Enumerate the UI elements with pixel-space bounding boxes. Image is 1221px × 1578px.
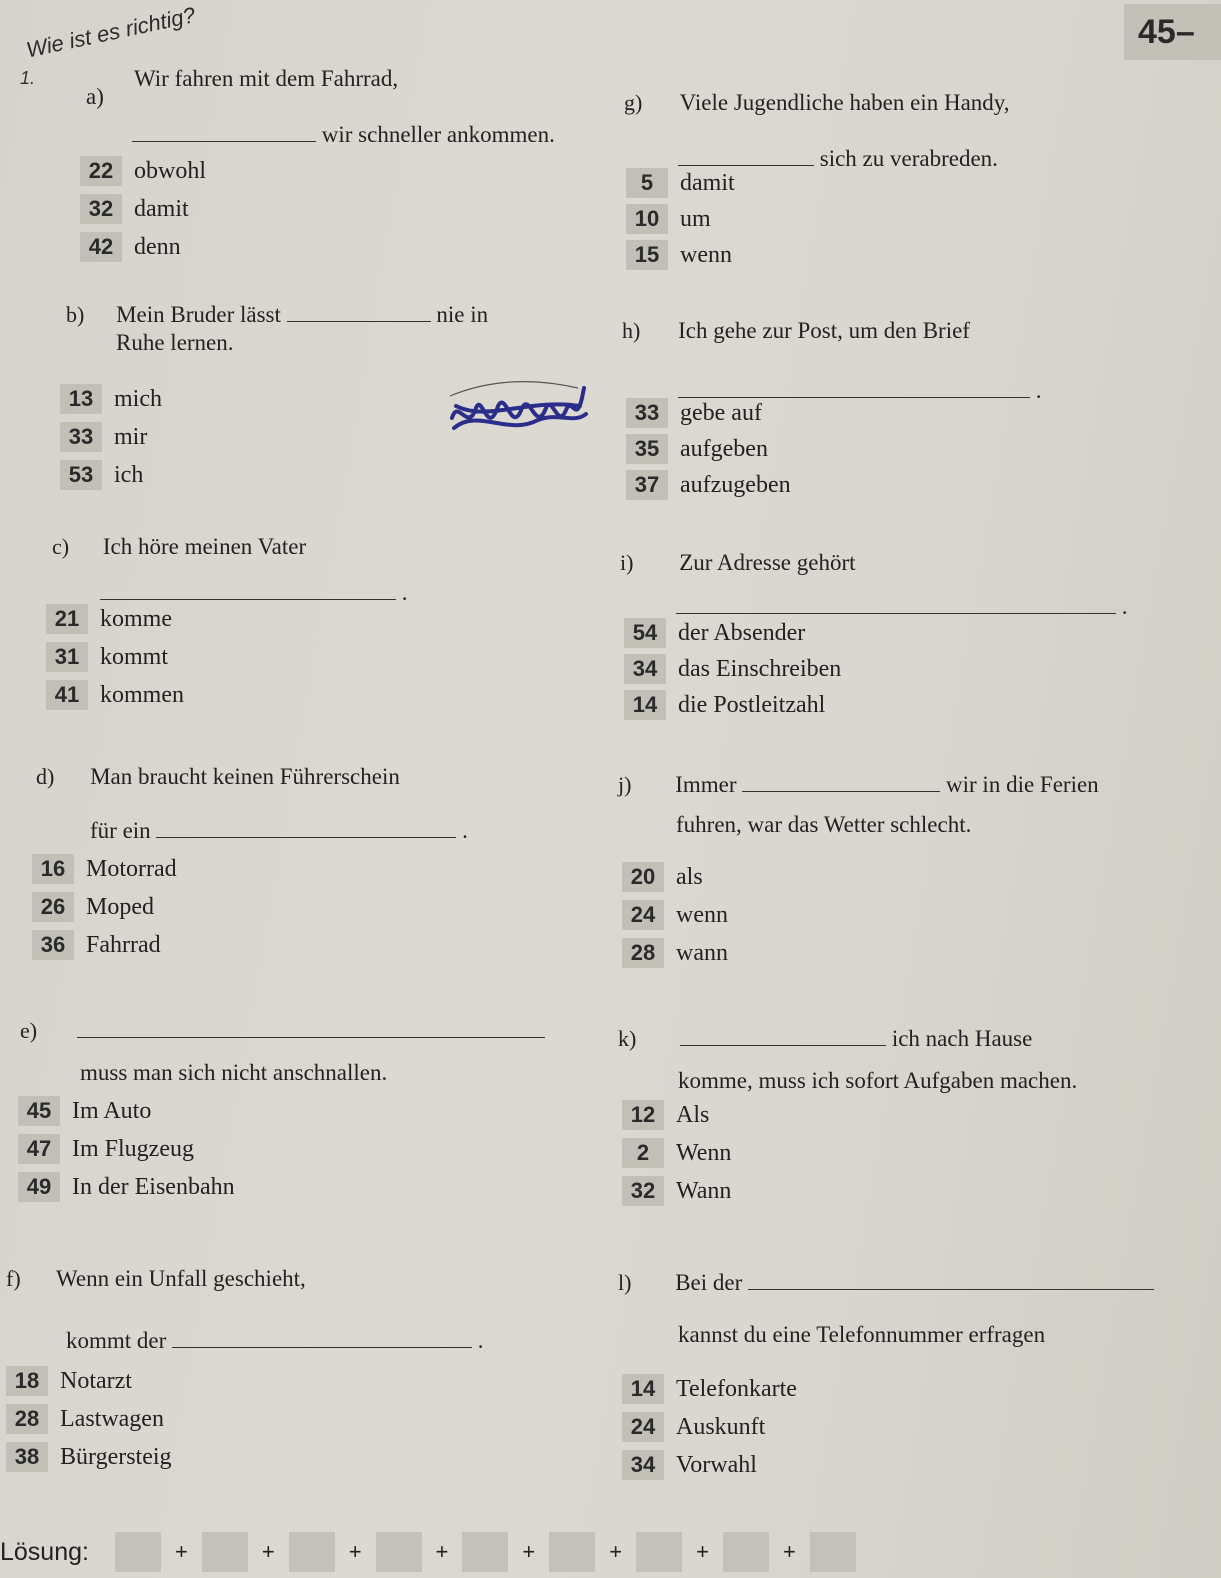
question-d-row2: für ein . [90, 818, 468, 843]
option[interactable]: 37 aufzugeben [626, 470, 791, 500]
question-d-row1: d) Man braucht keinen Führerschein [36, 764, 400, 789]
question-h-options [626, 398, 791, 500]
question-i-row1: i) Zur Adresse gehört [620, 550, 856, 575]
question-e-options [18, 1096, 235, 1202]
question-a-line2: wir schneller ankommen. [321, 122, 555, 147]
question-j-options [622, 862, 728, 968]
question-f-blank[interactable] [172, 1329, 472, 1348]
question-f-row1: f) Wenn ein Unfall geschieht, [6, 1266, 306, 1291]
question-j-row1: j) Immer wir in die Ferien [618, 772, 1099, 797]
option[interactable]: 14 Telefonkarte [622, 1374, 797, 1404]
question-a-line1: Wir fahren mit dem Fahrrad, [134, 66, 399, 91]
solution-box[interactable] [462, 1532, 508, 1572]
solution-box[interactable] [115, 1532, 161, 1572]
option[interactable]: 14 die Postleitzahl [624, 690, 841, 720]
question-b-options [60, 384, 162, 490]
option[interactable]: 21 komme [46, 604, 184, 634]
option[interactable]: 18 Notarzt [6, 1366, 172, 1396]
question-e-line2: muss man sich nicht anschnallen. [80, 1060, 388, 1085]
question-a-blank[interactable] [132, 123, 316, 142]
option[interactable]: 16 Motorrad [32, 854, 177, 884]
option[interactable]: 49 In der Eisenbahn [18, 1172, 235, 1202]
solution-box[interactable] [549, 1532, 595, 1572]
option[interactable]: 26 Moped [32, 892, 177, 922]
question-i-options [624, 618, 841, 720]
question-g-row1: g) Viele Jugendliche haben ein Handy, [624, 90, 1010, 115]
question-b-row1: b) Mein Bruder lässt nie in [66, 302, 489, 327]
option[interactable]: 32 damit [80, 194, 206, 224]
option[interactable]: 22 obwohl [80, 156, 206, 186]
solution-row: Lösung: + + + + + + + + [0, 1532, 870, 1572]
option[interactable]: 10 um [626, 204, 735, 234]
solution-box[interactable] [289, 1532, 335, 1572]
question-k-line2: komme, muss ich sofort Aufgaben machen. [678, 1068, 1078, 1093]
option[interactable]: 28 wann [622, 938, 728, 968]
solution-label: Lösung: [0, 1537, 89, 1566]
question-a-line2-row [132, 120, 555, 150]
option[interactable]: 47 Im Flugzeug [18, 1134, 235, 1164]
question-c-options [46, 604, 184, 710]
question-k-row1: k) ich nach Hause [618, 1026, 1033, 1051]
page-number: 45– [1124, 4, 1221, 60]
question-b-blank[interactable] [287, 303, 431, 322]
question-e-blank[interactable] [77, 1019, 545, 1038]
question-f-row2: kommt der . [66, 1328, 484, 1353]
question-g-options [626, 168, 735, 270]
question-c-blank[interactable] [100, 581, 396, 600]
option[interactable]: 36 Fahrrad [32, 930, 177, 960]
question-j-line2: fuhren, war das Wetter schlecht. [676, 812, 972, 837]
option[interactable]: 28 Lastwagen [6, 1404, 172, 1434]
option[interactable]: 45 Im Auto [18, 1096, 235, 1126]
option[interactable]: 33 mir [60, 422, 162, 452]
option[interactable]: 2 Wenn [622, 1138, 731, 1168]
question-e-row1: e) [20, 1016, 545, 1046]
option[interactable]: 33 gebe auf [626, 398, 791, 428]
question-a-options [80, 156, 206, 262]
solution-box[interactable] [723, 1532, 769, 1572]
solution-box[interactable] [636, 1532, 682, 1572]
option[interactable]: 12 Als [622, 1100, 731, 1130]
option[interactable]: 31 kommt [46, 642, 184, 672]
question-g-blank[interactable] [678, 147, 814, 166]
option[interactable]: 5 damit [626, 168, 735, 198]
option[interactable]: 54 der Absender [624, 618, 841, 648]
question-k-options [622, 1100, 731, 1206]
question-c-row1: c) Ich höre meinen Vater [52, 534, 307, 559]
question-f-options [6, 1366, 172, 1472]
question-h-row1: h) Ich gehe zur Post, um den Brief [622, 318, 970, 343]
question-c-row2: . [100, 578, 408, 608]
question-l-line2: kannst du eine Telefonnummer erfragen [678, 1322, 1046, 1347]
option[interactable]: 42 denn [80, 232, 206, 262]
question-h-blank[interactable] [678, 379, 1030, 398]
question-l-options [622, 1374, 797, 1480]
question-g-row2: sich zu verabreden. [678, 144, 998, 174]
option[interactable]: 24 Auskunft [622, 1412, 797, 1442]
option[interactable]: 35 aufgeben [626, 434, 791, 464]
question-i-row2: . [676, 592, 1128, 622]
question-i-blank[interactable] [676, 595, 1116, 614]
option[interactable]: 38 Bürgersteig [6, 1442, 172, 1472]
exercise-title: Wie ist es richtig? [24, 2, 198, 63]
question-a-letter: a) [86, 84, 104, 109]
option[interactable]: 24 wenn [622, 900, 728, 930]
question-d-blank[interactable] [156, 819, 456, 838]
option[interactable]: 32 Wann [622, 1176, 731, 1206]
option[interactable]: 13 mich [60, 384, 162, 414]
question-j-blank[interactable] [742, 773, 940, 792]
solution-box[interactable] [202, 1532, 248, 1572]
exercise-number: 1. [20, 68, 36, 88]
option[interactable]: 34 das Einschreiben [624, 654, 841, 684]
option[interactable]: 20 als [622, 862, 728, 892]
option[interactable]: 41 kommen [46, 680, 184, 710]
option[interactable]: 53 ich [60, 460, 162, 490]
solution-box[interactable] [376, 1532, 422, 1572]
solution-box[interactable] [810, 1532, 856, 1572]
scribble-mark [448, 378, 598, 448]
option[interactable]: 34 Vorwahl [622, 1450, 797, 1480]
question-l-row1: l) Bei der [618, 1268, 1154, 1298]
question-l-blank[interactable] [748, 1271, 1154, 1290]
question-d-options [32, 854, 177, 960]
question-k-blank[interactable] [680, 1027, 886, 1046]
question-b-line2: Ruhe lernen. [116, 330, 234, 355]
question-h-row2: . [678, 376, 1042, 406]
option[interactable]: 15 wenn [626, 240, 735, 270]
